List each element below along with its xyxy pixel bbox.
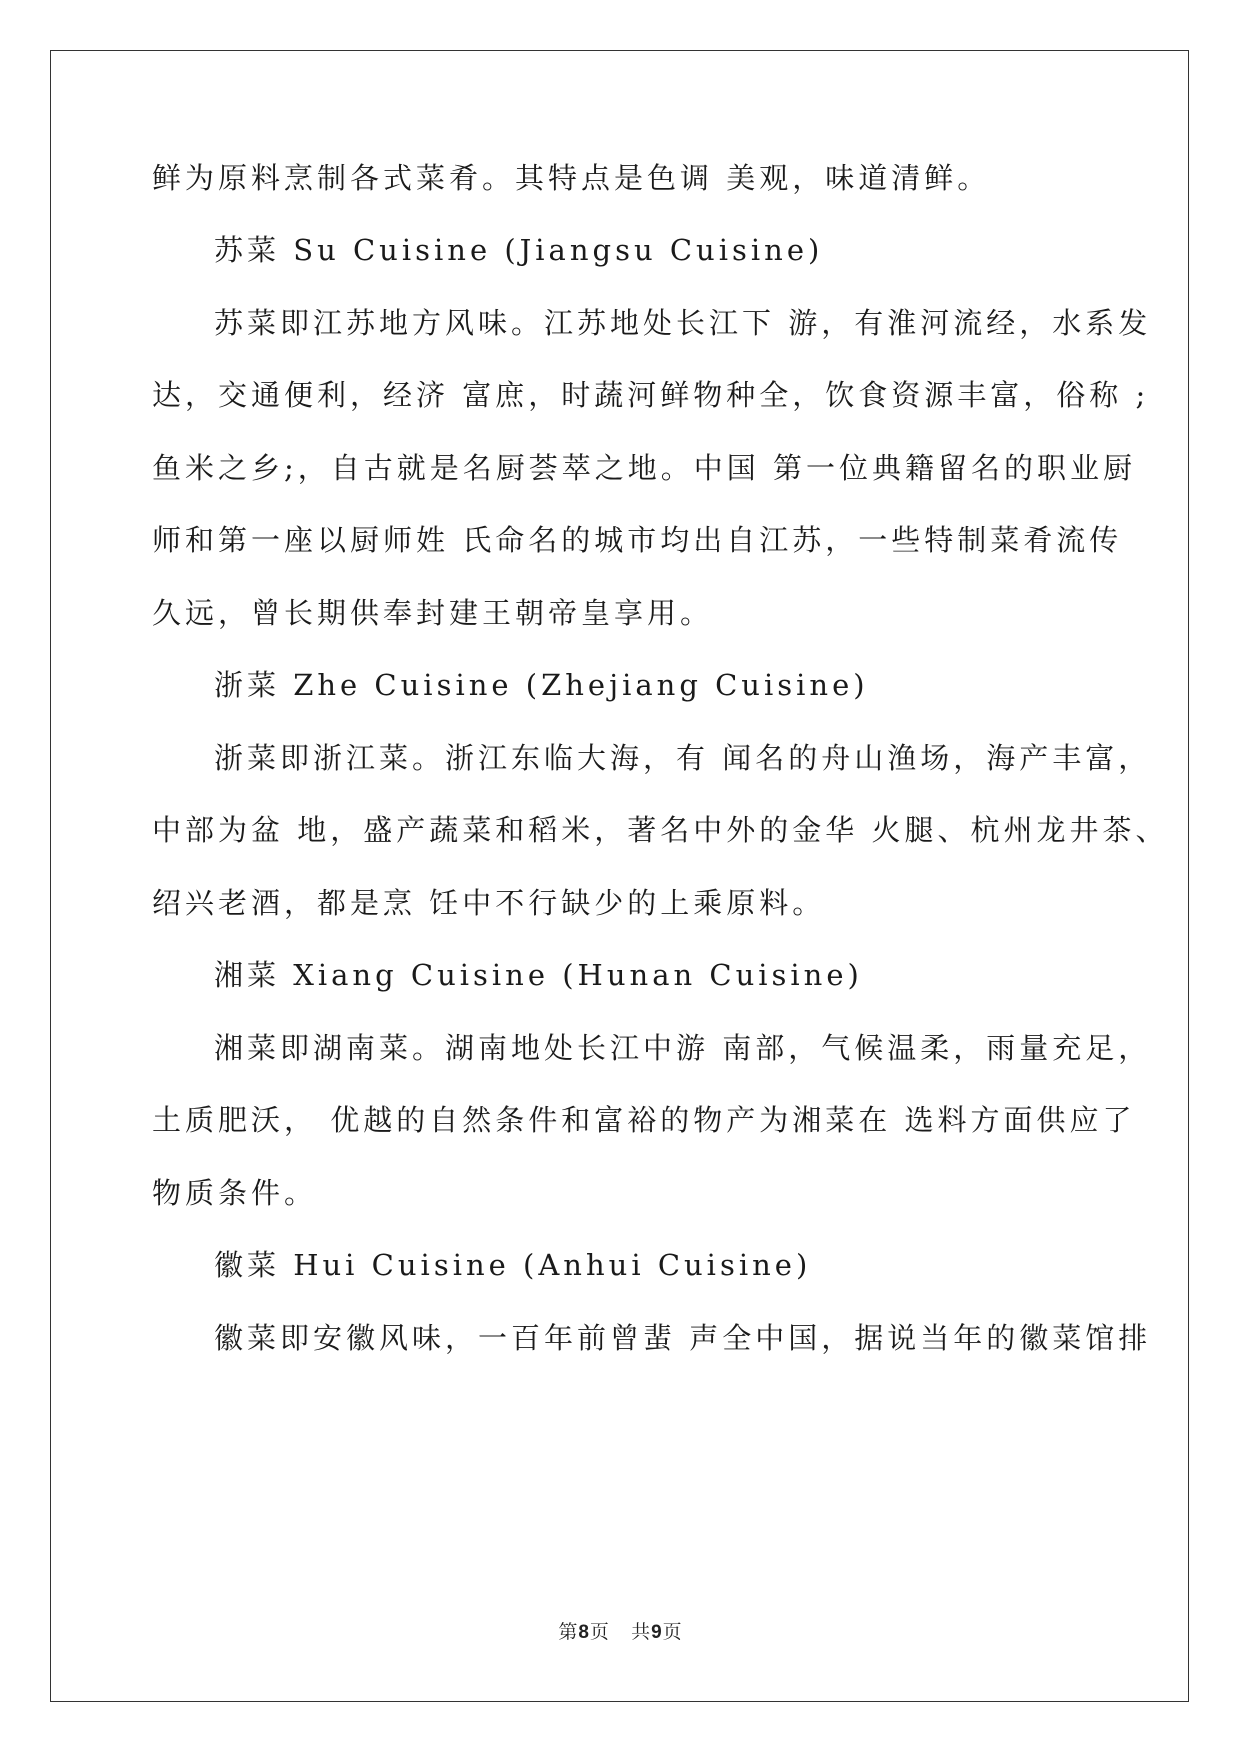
- page-total-number: 9: [651, 1622, 663, 1643]
- section-heading-su: 苏菜 Su Cuisine (Jiangsu Cuisine): [214, 233, 824, 267]
- paragraph-line: 久远，曾长期供奉封建王朝帝皇享用。: [152, 596, 714, 630]
- page-prefix: 第: [558, 1621, 579, 1643]
- page-current-number: 8: [578, 1622, 590, 1643]
- paragraph-line: 师和第一座以厨师姓 氏命名的城市均出自江苏，一些特制菜肴流传: [152, 523, 1123, 557]
- section-heading-zhe: 浙菜 Zhe Cuisine (Zhejiang Cuisine): [214, 668, 869, 702]
- page-suffix: 页: [589, 1621, 610, 1643]
- paragraph-line: 物质条件。: [152, 1176, 318, 1210]
- section-heading-xiang: 湘菜 Xiang Cuisine (Hunan Cuisine): [214, 958, 863, 992]
- paragraph-line: 鲜为原料烹制各式菜肴。其特点是色调 美观，味道清鲜。: [152, 161, 991, 195]
- paragraph-line: 达，交通便利，经济 富庶，时蔬河鲜物种全，饮食资源丰富，俗称 ;: [152, 378, 1150, 412]
- paragraph-line: 浙菜即浙江菜。浙江东临大海，有 闻名的舟山渔场，海产丰富，: [214, 741, 1152, 775]
- paragraph-line: 鱼米之乡;，自古就是名厨荟萃之地。中国 第一位典籍留名的职业厨: [152, 451, 1136, 485]
- page-border: [50, 50, 1189, 1702]
- paragraph-line: 湘菜即湖南菜。湖南地处长江中游 南部，气候温柔，雨量充足，: [214, 1031, 1152, 1065]
- page-footer: [0, 1617, 1241, 1644]
- total-prefix: 共: [631, 1621, 652, 1643]
- paragraph-line: 苏菜即江苏地方风味。江苏地处长江下 游，有淮河流经，水系发: [214, 306, 1152, 340]
- total-suffix: 页: [662, 1621, 683, 1643]
- section-heading-hui: 徽菜 Hui Cuisine (Anhui Cuisine): [214, 1248, 812, 1282]
- paragraph-line: 中部为盆 地，盛产蔬菜和稻米，著名中外的金华 火腿、杭州龙井茶、: [152, 813, 1169, 847]
- paragraph-line: 徽菜即安徽风味，一百年前曾蜚 声全中国，据说当年的徽菜馆排: [214, 1321, 1152, 1355]
- paragraph-line: 绍兴老酒，都是烹 饪中不行缺少的上乘原料。: [152, 886, 826, 920]
- paragraph-line: 土质肥沃， 优越的自然条件和富裕的物产为湘菜在 选料方面供应了: [152, 1103, 1136, 1137]
